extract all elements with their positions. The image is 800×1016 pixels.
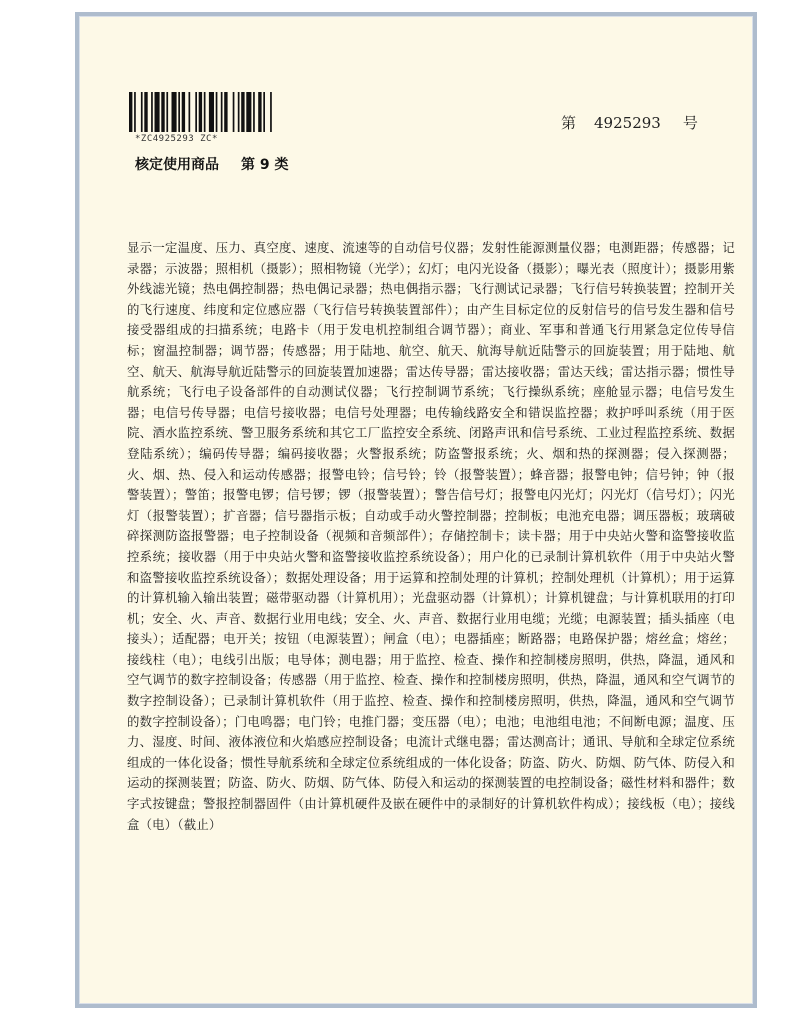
certificate-page bbox=[75, 12, 757, 1008]
goods-list-text: 显示一定温度、压力、真空度、速度、流速等的自动信号仪器；发射性能源测量仪器；电测距器；传感器；记录器；示波器；照相机（摄影）；照相物镜（光学）；幻灯；电闪光设备（摄影）；曝光表（照度计）；摄影用紫外线滤光镜；热电偶控制器；热电偶记录器；热电偶指示器；飞行测试记录器；飞行信号转换装置；控制开关的飞行速度、纬度和定位感应器（飞行信号转换装置部件）；由产生目标定位的反射信号的信号发生器和信号接受器组成的扫描系统；电路卡（用于发电机控制组合调节器）；商业、军事和普通飞行用紧急定位传导信标；窗温控制器；调节器；传感器；用于陆地、航空、航天、航海导航近陆警示的回旋装置；用于陆地、航空、航天、航海导航近陆警示的回旋装置加速器；雷达传导器；雷达接收器；雷达天线；雷达指示器；惯性导航系统；飞行电子设备部件的自动测试仪器；飞行控制调节系统；飞行操纵系统；座舱显示器；电信号发生器；电信号传导器；电信号接收器；电信号处理器；电传输线路安全和错误监控器；救护呼叫系统（用于医院、酒水监控系统、警卫服务系统和其它工厂监控安全系统、闭路声讯和信号系统、工业过程监控系统、数据登陆系统）；编码传导器；编码接收器；火警报系统；防盗警报系统；火、烟和热的探测器；侵入探测器；火、烟、热、侵入和运动传感器；报警电铃；信号铃；铃（报警装置）；蜂音器；报警电钟；信号钟；钟（报警装置）；警笛；报警电锣；信号锣；锣（报警装置）；警告信号灯；报警电闪光灯；闪光灯（信号灯）；闪光灯（报警装置）；扩音器；信号器指示板；自动或手动火警控制器；控制板；电池充电器；调压器板；玻璃破碎探测防盗报警器；电子控制设备（视频和音频部件）；存储控制卡；读卡器；用于中央站火警和盗警接收监控系统；接收器（用于中央站火警和盗警接收监控系统设备）；用户化的已录制计算机软件（用于中央站火警和盗警接收监控系统设备）；数据处理设备；用于运算和控制处理的计算机；控制处理机（计算机）；用于运算的计算机输入输出装置；磁带驱动器（计算机用）；光盘驱动器（计算机）；计算机键盘；与计算机联用的打印机；安全、火、声音、数据行业用电线；安全、火、声音、数据行业用电缆；光缆；电源装置；插头插座（电接头）；适配器；电开关；按钮（电源装置）；闸盒（电）；电器插座；断路器；电路保护器；熔丝盒；熔丝；接线柱（电）；电线引出版；电导体；测电器；用于监控、检查、操作和控制楼房照明，供热，降温，通风和空气调节的数字控制设备；传感器（用于监控、检查、操作和控制楼房照明，供热，降温，通风和空气调节的数字控制设备）；已录制计算机软件（用于监控、检查、操作和控制楼房照明，供热，降温，通风和空气调节的数字控制设备）；门电鸣器；电门铃；电推门器；变压器（电）；电池；电池组电池；不间断电源；温度、压力、湿度、时间、液体液位和火焰感应控制设备；电流计式继电器；雷达测高计；通讯、导航和全球定位系统组成的一体化设备；惯性导航系统和全球定位系统组成的一体化设备；防盗、防火、防烟、防气体、防侵入和运动的探测装置；防盗、防火、防烟、防气体、防侵入和运动的探测装置的电控制设备；磁性材料和器件；数字式按键盘；警报控制器固件（由计算机硬件及嵌在硬件中的录制好的计算机软件构成）；接线板（电）；接线盒（电）（截止） bbox=[127, 240, 735, 832]
goods-heading bbox=[135, 154, 289, 174]
class-label: 第 9 类 bbox=[241, 157, 289, 173]
reg-number: 4925293 bbox=[594, 114, 661, 132]
barcode-text: *ZC4925293 ZC* bbox=[135, 134, 218, 144]
registration-number bbox=[561, 112, 698, 133]
reg-suffix: 号 bbox=[682, 114, 698, 132]
heading-label: 核定使用商品 bbox=[135, 157, 219, 173]
barcode bbox=[129, 92, 317, 132]
reg-prefix: 第 bbox=[561, 114, 577, 132]
